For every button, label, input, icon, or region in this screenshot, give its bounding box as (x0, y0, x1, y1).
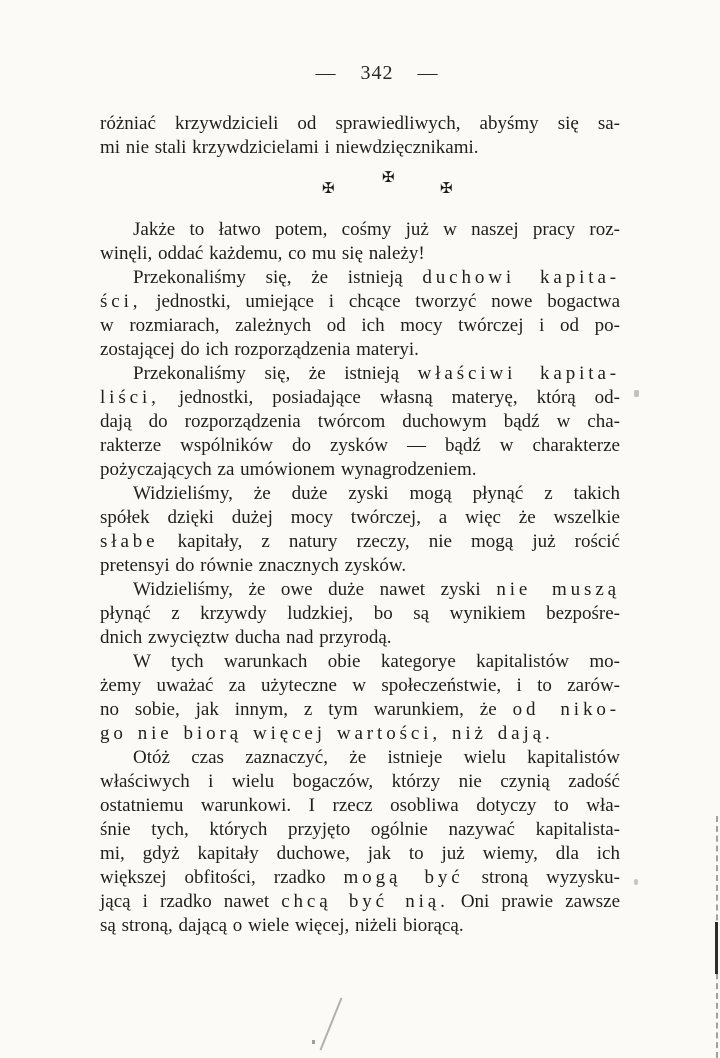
text-run: właściwych i wielu bogaczów, którzy nie czynią zadość (100, 771, 620, 792)
text-run: jednostki, posiadające własną materyę, którą od- (159, 387, 620, 408)
text-run: w rozmiarach, zależnych od ich mocy twórczej i od po- (100, 315, 620, 336)
text-line (100, 338, 620, 362)
text-run: płynąć z krzywdy ludzkiej, bo są wynikiem bezpośre- (100, 603, 620, 624)
text-line (100, 650, 620, 674)
text-run: jącą i rzadko nawet (100, 891, 282, 912)
text-line (100, 674, 620, 698)
scan-hair-artifact (320, 998, 343, 1051)
text-line (100, 266, 620, 290)
text-run: stroną wyzysku- (463, 867, 620, 888)
text-run: Przekonaliśmy się, że istnieją (133, 363, 418, 384)
text-line (100, 554, 620, 578)
letterspaced-emphasis: ści, (100, 291, 142, 312)
maltese-cross-icon: ✠ (382, 170, 395, 186)
text-run: kapitały, z natury rzeczy, nie mogą już rościć (158, 531, 620, 552)
text-line (100, 746, 620, 770)
text-block-before-separator (100, 112, 620, 160)
text-line (100, 698, 620, 722)
text-line (100, 530, 620, 554)
text-run: winęli, oddać każdemu, co mu się należy! (100, 243, 425, 264)
scan-speck (312, 1040, 315, 1044)
letterspaced-emphasis: nie muszą (496, 579, 620, 600)
text-line (100, 722, 620, 746)
paragraph (100, 112, 620, 160)
text-line (100, 242, 620, 266)
text-line (100, 578, 620, 602)
text-line (100, 218, 620, 242)
text-run: pretensyi do równie znacznych zysków. (100, 555, 407, 576)
text-line (100, 770, 620, 794)
text-run: żemy uważać za użyteczne w społeczeństwie, i to zarów- (100, 675, 620, 696)
text-line (100, 290, 620, 314)
text-run: Przekonaliśmy się, że istnieją (133, 267, 423, 288)
text-line (100, 506, 620, 530)
text-run: śnie tych, których przyjęto ogólnie nazywać kapitalista- (100, 819, 620, 840)
letterspaced-emphasis: słabe (100, 531, 159, 552)
maltese-cross-icon: ✠ (440, 181, 453, 197)
text-run: jednostki, umiejące i chcące tworzyć nowe bogactwa (141, 291, 620, 312)
scan-speck (634, 879, 638, 885)
text-line (100, 362, 620, 386)
text-line (100, 818, 620, 842)
text-line (100, 112, 620, 136)
maltese-cross-icon: ✠ (322, 181, 335, 197)
text-run: W tych warunkach obie kategorye kapitalistów mo- (133, 651, 620, 672)
text-line (100, 314, 620, 338)
text-run: dnich zwycięztw ducha nad przyrodą. (100, 627, 392, 648)
scan-edge-artifact-dark (715, 922, 718, 974)
text-line (100, 602, 620, 626)
text-run: Oni prawie zawsze (448, 891, 621, 912)
text-run: rakterze wspólników do zysków — bądź w charakterze (100, 435, 620, 456)
letterspaced-emphasis: duchowi kapita- (422, 267, 620, 288)
scan-speck (634, 390, 639, 397)
text-line (100, 482, 620, 506)
letterspaced-emphasis: liści, (100, 387, 160, 408)
text-line (100, 136, 620, 160)
text-line (100, 626, 620, 650)
text-line (100, 914, 620, 938)
text-line (100, 866, 620, 890)
letterspaced-emphasis: mogą być (343, 867, 464, 888)
text-run: no sobie, jak innym, z tym warunkiem, że (100, 699, 513, 720)
text-run: różniać krzywdzicieli od sprawiedliwych, abyśmy się sa- (100, 113, 620, 134)
text-line (100, 386, 620, 410)
text-line (100, 794, 620, 818)
paragraph (100, 266, 620, 362)
letterspaced-emphasis: właściwi kapita- (417, 363, 620, 384)
text-line (100, 434, 620, 458)
paragraph (100, 578, 620, 650)
text-line (100, 842, 620, 866)
text-block-after-separator (100, 218, 620, 938)
text-run: Widzieliśmy, że duże zyski mogą płynąć z takich (133, 483, 620, 504)
paragraph (100, 746, 620, 938)
paragraph (100, 218, 620, 266)
text-line (100, 410, 620, 434)
letterspaced-emphasis: go nie biorą więcej wartości, niż dają. (100, 723, 554, 744)
text-run: Widzieliśmy, że owe duże nawet zyski (133, 579, 497, 600)
text-run: zostającej do ich rozporządzenia materyi. (100, 339, 419, 360)
text-run: pożyczających za umówionem wynagrodzeniem. (100, 459, 477, 480)
section-separator (100, 160, 620, 218)
letterspaced-emphasis: chcą być nią. (281, 891, 449, 912)
text-line (100, 890, 620, 914)
text-column (100, 112, 620, 938)
text-run: spółek dzięki dużej mocy twórczej, a więc że wszelkie (100, 507, 620, 528)
text-run: Otóż czas zaznaczyć, że istnieje wielu kapitalistów (133, 747, 620, 768)
text-run: dają do rozporządzenia twórcom duchowym bądź w cha- (100, 411, 620, 432)
text-run: są stroną, dającą o wiele więcej, niżeli biorącą. (100, 915, 464, 936)
text-line (100, 458, 620, 482)
text-run: ostatniemu warunkowi. I rzecz osobliwa dotyczy to wła- (100, 795, 620, 816)
paragraph (100, 650, 620, 746)
letterspaced-emphasis: od niko- (512, 699, 620, 720)
paragraph (100, 362, 620, 482)
text-run: większej obfitości, rzadko (100, 867, 344, 888)
text-run: mi nie stali krzywdzicielami i niewdzięcznikami. (100, 137, 479, 158)
text-run: Jakże to łatwo potem, cośmy już w naszej pracy roz- (133, 219, 620, 240)
page-number: — 342 — (315, 62, 439, 84)
text-run: mi, gdyż kapitały duchowe, jak to już wiemy, dla ich (100, 843, 620, 864)
paragraph (100, 482, 620, 578)
